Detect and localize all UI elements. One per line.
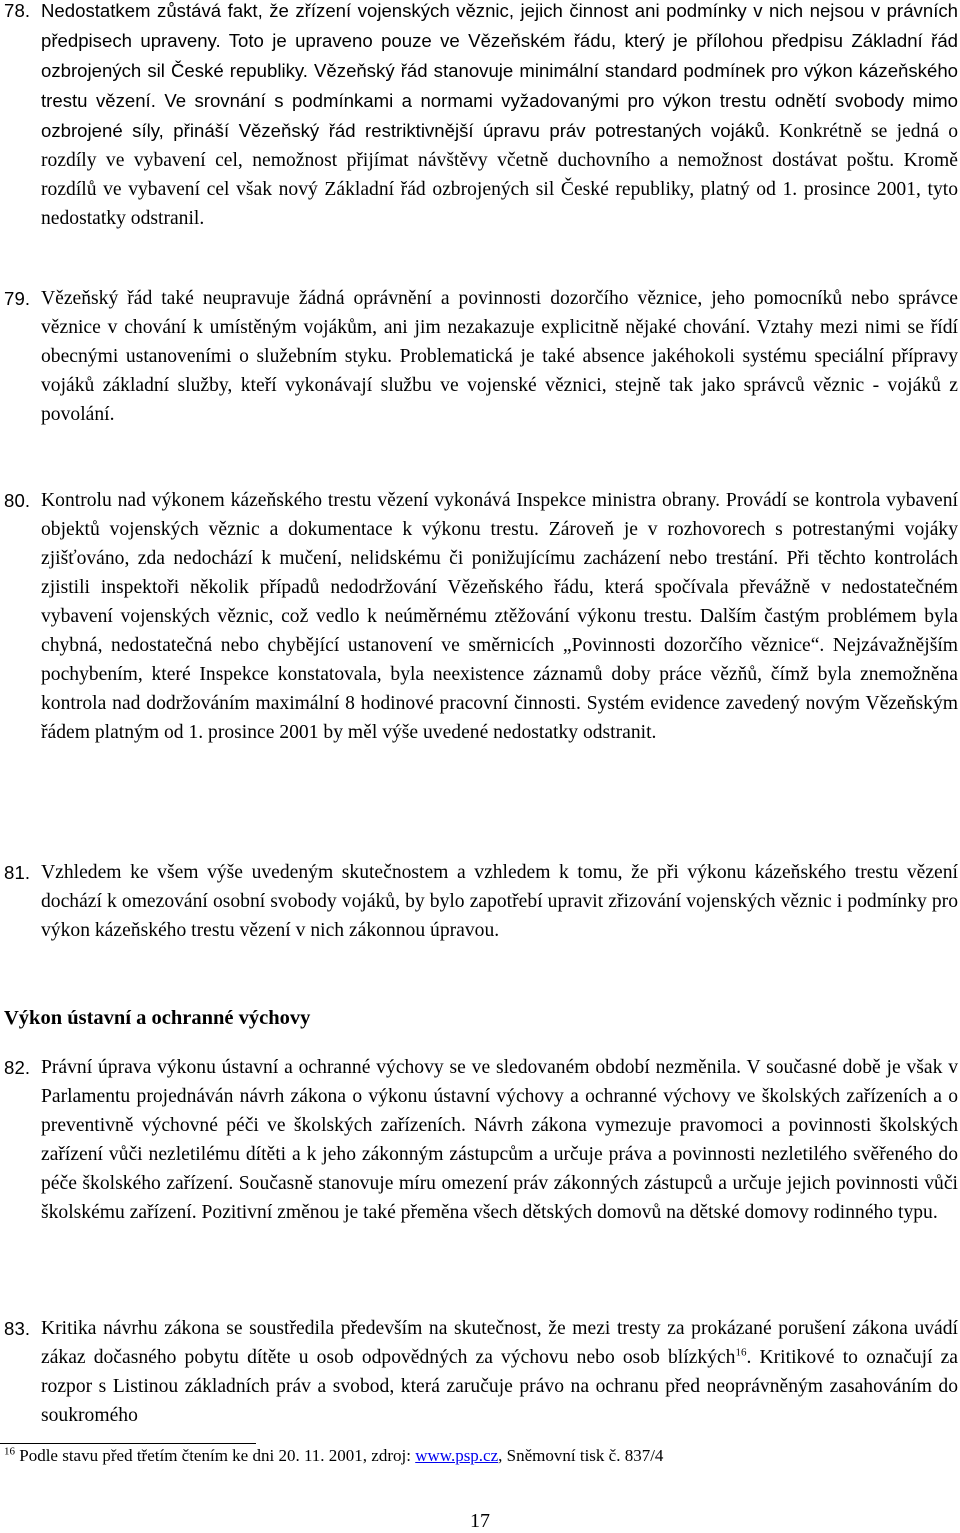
paragraph-text: Vězeňský řád také neupravuje žádná oprávnění a povinnosti dozorčího věznice, jeho pomocníků nebo správce věznice v chování k umístěným vojákům, ani jim nezakazuje explicitně nějaké chování. Vztahy mezi nimi se řídí obecnými ustanoveními o služebním styku. Problematická je také absence jakéhokoli systému speciální přípravy vojáků základní služby, kteří vykonávají službu ve vojenské věznici, stejně tak jako správců věznic - vojáků z povolání. [41, 288, 958, 425]
footnote-mark: 16 [4, 1445, 15, 1458]
paragraph-text-sans: Nedostatkem zůstává fakt, že zřízení vojenských věznic, jejich činnost ani podmínky v nich nejsou v právních předpisech upraveny. Toto je upraveno pouze ve Vězeňském řádu, který je přílohou předpisu Základní řád ozbrojených sil České republiky. Vězeňský řád stanovuje minimální standard podmínek pro výkon kázeňského trestu vězení. Ve srovnání s podmínkami a normami vyžadovanými pro výkon trestu odnětí svobody mimo ozbrojené síly, přináší Vězeňský řád restriktivnější úpravu práv potrestaných vojáků. [41, 0, 958, 141]
paragraph-text-serif: Konkrétně se jedná o rozdíly ve vybavení cel, nemožnost přijímat návštěvy včetně duchovního a nemožnost dostávat poštu. Kromě rozdílů ve vybavení cel však nový Základní řád ozbrojených sil České republiky, platný od 1. prosince 2001, tyto nedostatky odstranil. [41, 121, 959, 229]
paragraph-number: 83. [4, 1318, 31, 1339]
footnote [4, 1445, 663, 1467]
paragraph-79 [4, 284, 958, 429]
paragraph-text: Vzhledem ke všem výše uvedeným skutečnostem a vzhledem k tomu, že při výkonu kázeňského trestu vězení dochází k omezování osobní svobody vojáků, by bylo zapotřebí upravit zřizování vojenských věznic i podmínky pro výkon kázeňského trestu vězení v nich zákonnou úpravou. [41, 862, 958, 941]
paragraph-number: 82. [4, 1057, 31, 1078]
paragraph-83 [4, 1314, 958, 1430]
paragraph-number: 81. [4, 862, 31, 883]
paragraph-number: 79. [4, 288, 31, 309]
paragraph-number: 80. [4, 490, 31, 511]
paragraph-text-before: Kritika návrhu zákona se soustředila především na skutečnost, že mezi tresty za prokázané porušení zákona uvádí zákaz dočasného pobytu dítěte u osob odpovědných za výchovu nebo osob blízkých [41, 1318, 958, 1368]
paragraph-81 [4, 858, 958, 945]
paragraph-text: Právní úprava výkonu ústavní a ochranné výchovy se ve sledovaném období nezměnila. V současné době je však v Parlamentu projednáván návrh zákona o výkonu ústavní výchovy a ochranné výchovy ve školských zařízeních a o preventivně výchovné péči ve školských zařízeních. Návrh zákona vymezuje pravomoci a povinnosti školských zařízení vůči nezletilému dítěti a k jeho zákonným zástupcům a určuje práva a povinnosti nezletilého svěřeného do péče školského zařízení. Současně stanovuje míru omezení práv zákonných zástupců a určuje jejich povinnosti vůči školskému zařízení. Pozitivní změnou je také přeměna všech dětských domovů na dětské domovy rodinného typu. [41, 1057, 958, 1223]
paragraph-80 [4, 486, 958, 747]
footnote-separator [0, 1443, 256, 1444]
page-number: 17 [470, 1510, 490, 1532]
footnote-text-end: , Sněmovní tisk č. 837/4 [498, 1446, 664, 1465]
paragraph-82 [4, 1053, 958, 1227]
footnote-reference[interactable]: 16 [735, 1346, 747, 1359]
paragraph-78 [4, 0, 958, 233]
footnote-link[interactable]: www.psp.cz [415, 1446, 499, 1465]
paragraph-text [41, 0, 958, 233]
paragraph-text: Kontrolu nad výkonem kázeňského trestu vězení vykonává Inspekce ministra obrany. Provádí se kontrola vybavení objektů vojenských věznic a dokumentace k výkonu trestu. Zároveň je v rozhovorech s potrestanými vojáky zjišťováno, zda nedochází k mučení, nelidskému či ponižujícímu zacházení nebo trestání. Při těchto kontrolách zjistili inspektoři několik případů nedodržování Vězeňského řádu, která spočívala převážně v nedostatečném vybavení vojenských věznic, což vedlo k neúměrnému ztěžování výkonu trestu. Dalším častým problémem byla chybná, nedostatečná nebo chybějící ustanovení ve směrnicích „Povinnosti dozorčího věznice“. Nejzávažnějším pochybením, které Inspekce konstatovala, byla neexistence záznamů doby práce vězňů, čímž byla znemožněna kontrola nad dodržováním maximální 8 hodinové pracovní činnosti. Systém evidence zavedený novým Vězeňským řádem platným od 1. prosince 2001 by měl výše uvedené nedostatky odstranit. [41, 490, 958, 743]
footnote-text: Podle stavu před třetím čtením ke dni 20. 11. 2001, zdroj: [15, 1446, 416, 1465]
paragraph-text-after: . Kritikové to označují za rozpor s Listinou základních práv a svobod, která zaručuje právo na ochranu před neoprávněným zasahováním do soukromého [41, 1347, 958, 1426]
section-heading: Výkon ústavní a ochranné výchovy [4, 1007, 311, 1029]
paragraph-text [41, 1314, 958, 1430]
paragraph-number: 78. [4, 0, 31, 21]
